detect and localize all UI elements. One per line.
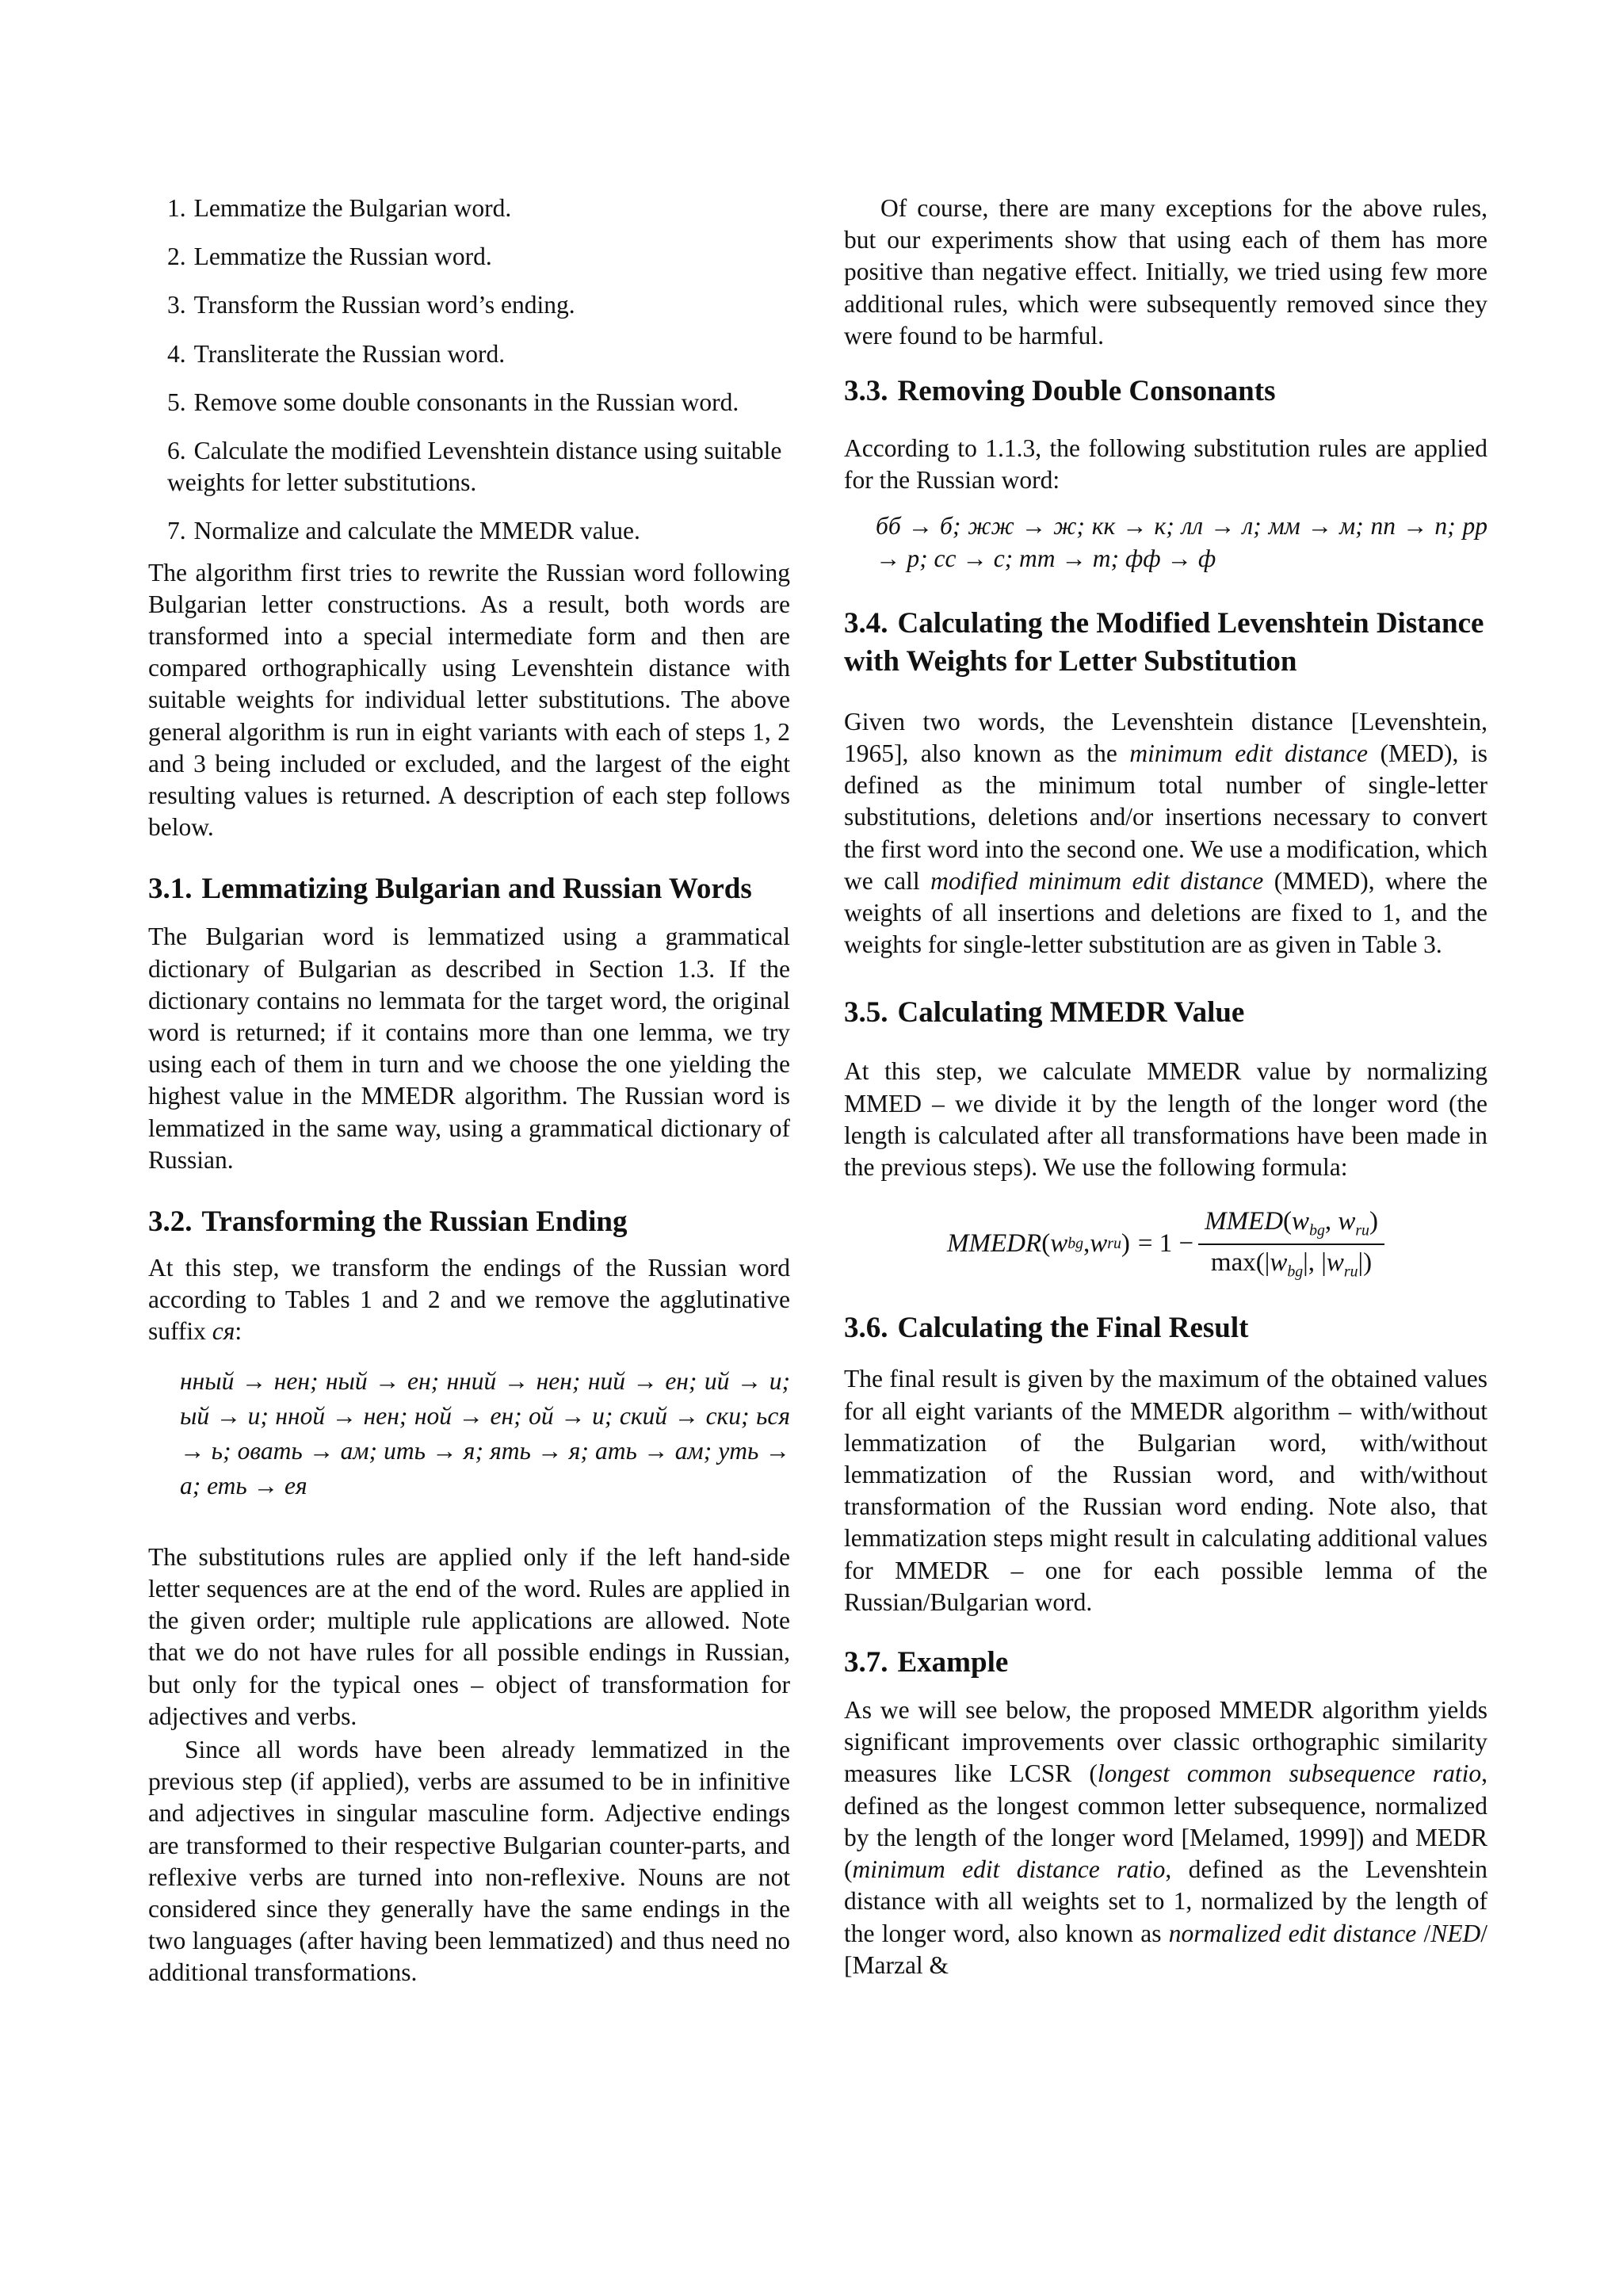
list-item: 4. Transliterate the Russian word. <box>167 339 506 368</box>
section-heading-3-5: 3.5. Calculating MMEDR Value <box>844 996 1245 1030</box>
right-intro-paragraph: Of course, there are many exceptions for the above rules, but our experiments show that using each of them has more positive than negative effect. Initially, we tried using few more additional rules, which were subsequently removed since they were found to be harmful. <box>844 194 1487 350</box>
list-item: 6. Calculate the modified Levenshtein distance using suitable weights for letter substitutions. <box>167 437 782 497</box>
mmedr-formula: MMEDR ( w bg , w ru ) = 1 − $\frac{MMED(w_{bg}, w_{ru})}{\max(|w_{bg}|, |w_{ru}|)}$ <box>844 1207 1487 1281</box>
section-3-2-intro: At this step, we transform the endings of the Russian word according to Tables 1 and 2 and we remove the agglutinative suffix ся: <box>148 1254 790 1346</box>
section-heading-3-3: 3.3. Removing Double Consonants <box>844 375 1276 408</box>
section-3-4-body: Given two words, the Levenshtein distance [Levenshtein, 1965], also known as the minimum edit distance (MED), is defined as the minimum total number of single-letter substitutions, deletions and/or insertions necessary to convert the first word into the second one. We use a modification, which we call modified minimum edit distance (MMED), where the weights of all insertions and deletions are fixed to 1, and the weights for single-letter substitution are as given in Table 3. <box>844 707 1487 959</box>
section-3-5-body: At this step, we calculate MMEDR value by normalizing MMED – we divide it by the length of the longer word (the length is calculated after all transformations have been made in the previous steps). We use the following formula: <box>844 1057 1487 1182</box>
section-3-2-body-b: The substitutions rules are applied only if the left hand-side letter sequences are at the end of the word. Rules are applied in the given order; multiple rule applications are allowed. Note that we do not have rules for all possible endings in Russian, but only for the typical ones – object of transformation for adjectives and verbs. <box>148 1542 790 1730</box>
section-3-7-body: As we will see below, the proposed MMEDR algorithm yields significant improvements over classic orthographic similarity measures like LCSR (longest common subsequence ratio, defined as the longest common letter subsequence, normalized by the length of the longer word [Melamed, 1999]) and MEDR (minimum edit distance ratio, defined as the Levenshtein distance with all weights set to 1, normalized by the length of the longer word, also known as normalized edit distance /NED/ [Marzal & <box>844 1696 1487 1979</box>
list-item: 2. Lemmatize the Russian word. <box>167 243 492 271</box>
right-column <box>844 193 1487 1981</box>
list-item: 1. Lemmatize the Bulgarian word. <box>167 194 512 222</box>
list-item: 3. Transform the Russian word’s ending. <box>167 291 575 319</box>
ending-rules: нный → нен; ный → ен; нний → нен; ний → ен; ий → и; ый → и; нной → нен; ной → ен; ой → и; ский → ски; ься → ь; овать → ам; ить → я; ять → я; ать → ам; уть → а; еть → ея <box>180 1366 790 1499</box>
section-3-1-body: The Bulgarian word is lemmatized using a grammatical dictionary of Bulgarian as described in Section 1.3. If the dictionary contains no lemmata for the target word, the original word is returned; if it contains more than one lemma, we try using each of them in turn and we choose the one yielding the highest value in the MMEDR algorithm. The Russian word is lemmatized in the same way, using a grammatical dictionary of Russian. <box>148 923 790 1174</box>
list-item: 5. Remove some double consonants in the Russian word. <box>167 388 739 416</box>
section-heading-3-1: 3.1. Lemmatizing Bulgarian and Russian Words <box>148 873 752 906</box>
section-heading-3-7: 3.7. Example <box>844 1646 1009 1679</box>
intro-paragraph: The algorithm first tries to rewrite the Russian word following Bulgarian letter constructions. As a result, both words are transformed into a special intermediate form and then are compared orthographically using Levenshtein distance with suitable weights for individual letter substitutions. The above general algorithm is run in eight variants with each of steps 1, 2 and 3 being included or excluded, and the largest of the eight resulting values is returned. A description of each step follows below. <box>148 558 790 842</box>
section-3-2-body-c: Since all words have been already lemmatized in the previous step (if applied), verbs are assumed to be in infinitive and adjectives in singular masculine form. Adjective endings are transformed to their respective Bulgarian counter-parts, and reflexive verbs are turned into non-reflexive. Nouns are not considered since they generally have the same endings in the two languages (after having been lemmatized) and thus need no additional transformations. <box>148 1735 790 1987</box>
section-heading-3-2: 3.2. Transforming the Russian Ending <box>148 1205 628 1239</box>
consonant-rules: бб → б; жж → ж; кк → к; лл → л; мм → м; пп → п; рр → р; сс → с; тт → т; фф → ф <box>876 512 1487 572</box>
list-item: 7. Normalize and calculate the MMEDR value. <box>167 517 640 545</box>
formula-fraction: $\frac{MMED(w_{bg}, w_{ru})}{\max(|w_{bg}|, |w_{ru}|)}$ <box>1198 1207 1384 1281</box>
algorithm-steps <box>148 193 790 548</box>
section-3-3-body: According to 1.1.3, the following substitution rules are applied for the Russian word: <box>844 434 1487 495</box>
left-column <box>148 193 790 1989</box>
section-heading-3-6: 3.6. Calculating the Final Result <box>844 1312 1249 1345</box>
section-3-6-body: The final result is given by the maximum of the obtained values for all eight variants of the MMEDR algorithm – with/without lemmatization of the Bulgarian word, with/without lemmatization of the Russian word, and with/without transformation of the Russian word ending. Note also, that lemmatization steps might result in calculating additional values for MMEDR – one for each possible lemma of the Russian/Bulgarian word. <box>844 1365 1487 1616</box>
section-heading-3-4: 3.4. Calculating the Modified Levenshtein Distance with Weights for Letter Substitution <box>844 606 1484 678</box>
